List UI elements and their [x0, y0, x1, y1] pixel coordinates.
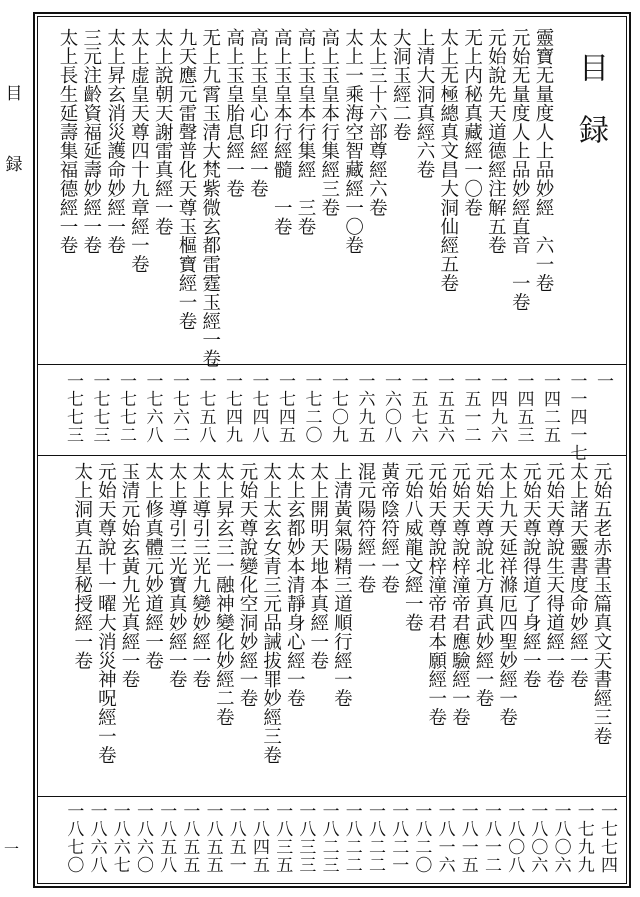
page-title: 目録: [573, 52, 608, 176]
lower-entry-11: 混元陽符經一卷: [355, 462, 376, 595]
upper-page-12: 一七二〇: [301, 372, 322, 444]
upper-page-10: 一六九五: [354, 372, 375, 444]
lower-entry-7: 元始天尊說梓潼帝君應驗經一卷: [449, 462, 471, 727]
lower-page-1: 一七七四: [597, 802, 617, 874]
lower-entry-15: 太上太玄女青三元品誡拔罪妙經三卷: [260, 462, 282, 765]
upper-page-9: 一六〇八: [381, 372, 401, 444]
lower-page-18: 一八五五: [202, 802, 223, 874]
lower-page-11: 一八二二: [365, 802, 385, 874]
upper-entry-7: 大洞玉經二卷: [390, 28, 412, 142]
lower-entry-5: 太上九天延祥滌厄四聖妙經一卷: [496, 462, 518, 727]
lower-entry-14: 太上玄都妙本清靜身心經一卷: [284, 462, 306, 708]
upper-entry-4: 无上内秘真藏經一〇卷: [461, 28, 483, 217]
upper-page-13: 一七四五: [275, 372, 295, 444]
upper-page-7: 一五五六: [434, 372, 454, 444]
upper-entry-6: 上清大洞真經六卷: [414, 28, 435, 180]
upper-page-15: 一七四九: [222, 372, 242, 444]
upper-page-14: 一七四八: [248, 372, 269, 444]
upper-entry-18: 太上虚皇天尊四十九章經一卷: [128, 28, 150, 274]
lower-entry-20: 太上修真體元妙道經一卷: [142, 462, 164, 670]
lower-page-13: 一八二三: [318, 802, 339, 874]
upper-entry-1: 靈寶无量度人上品妙經 六一卷: [533, 28, 554, 293]
upper-entry-13: 高上玉皇心印經一卷: [247, 28, 269, 199]
upper-page-20: 一七七三: [89, 372, 110, 444]
upper-page-6: 一五一二: [460, 372, 481, 444]
lower-page-23: 一八六八: [86, 802, 107, 874]
lower-page-6: 一八一二: [481, 802, 501, 874]
lower-entry-21: 玉清元始玄黃九光真經一卷: [119, 462, 140, 689]
lower-entry-22: 元始天尊說十一曜大消災神呪經一卷: [95, 462, 117, 765]
upper-page-19: 一七七二: [116, 372, 136, 444]
lower-page-24: 一八七〇: [63, 802, 84, 874]
lower-page-8: 一八一六: [434, 802, 455, 874]
lower-page-16: 一八四五: [249, 802, 269, 874]
upper-page-8: 一五七六: [407, 372, 428, 444]
lower-entry-9: 元始八威龍文經一卷: [402, 462, 424, 633]
upper-page-2: 一一四一七: [566, 372, 587, 462]
upper-entry-3: 元始說先天道德經注解五卷: [485, 28, 507, 255]
lower-page-2: 一七九九: [573, 802, 594, 874]
upper-page-16: 一七五八: [195, 372, 216, 444]
lower-page-22: 一八六七: [109, 802, 130, 874]
upper-entry-12: 高上玉皇本行經髓 一卷: [271, 28, 293, 236]
lower-page-5: 一八〇八: [504, 802, 525, 874]
upper-entry-14: 高上玉皇胎息經一卷: [223, 28, 245, 199]
upper-page-5: 一四九六: [487, 372, 507, 444]
side-char-1: 目: [5, 84, 23, 104]
upper-page-11: 一七〇九: [328, 372, 348, 444]
upper-page-3: 一四二五: [540, 372, 560, 444]
lower-entry-10: 黃帝陰符經一卷: [378, 462, 400, 595]
lower-entry-19: 太上導引三光寶真妙經一卷: [166, 462, 188, 689]
lower-page-12: 一八二二: [341, 802, 362, 874]
upper-entry-8: 太上三十六部尊經六卷: [366, 28, 388, 217]
page-number: 一: [4, 840, 20, 858]
lower-entry-17: 太上昇玄三一融神變化妙經二卷: [213, 462, 235, 727]
upper-entry-19: 太上昇玄消災護命妙經一卷: [104, 28, 126, 255]
upper-entry-9: 太上一乘海空智藏經一〇卷: [342, 28, 364, 255]
lower-entry-6: 元始天尊說北方真武妙經一卷: [473, 462, 494, 708]
lower-page-3: 一八〇六: [550, 802, 571, 874]
lower-page-7: 一八一五: [457, 802, 478, 874]
lower-page-15: 一八三五: [272, 802, 293, 874]
lower-entry-2: 太上諸天靈書度命妙經一卷: [567, 462, 589, 689]
upper-page-4: 一四五三: [513, 372, 534, 444]
lower-entry-23: 太上洞真五星秘授經一卷: [71, 462, 93, 670]
lower-entry-1: 元始五老赤書玉篇真文天書經三卷: [591, 462, 612, 746]
upper-page-21: 一七七三: [63, 372, 83, 444]
lower-entry-3: 元始天尊說生天得道經一卷: [543, 462, 565, 689]
upper-entry-16: 九天應元雷聲普化天尊玉樞寶經一卷: [176, 28, 197, 331]
lower-page-9: 一八二〇: [411, 802, 432, 874]
upper-entry-20: 三元注齡資福延壽妙經一卷: [80, 28, 102, 255]
lower-page-21: 一八六〇: [133, 802, 153, 874]
lower-page-divider: [37, 796, 627, 797]
upper-entry-2: 元始无量度人上品妙經直音 一卷: [509, 28, 531, 312]
lower-entry-13: 太上開明天地本真經一卷: [307, 462, 329, 670]
lower-entry-4: 元始天尊說得道了身經一卷: [520, 462, 542, 689]
lower-page-19: 一八五五: [179, 802, 200, 874]
upper-entry-10: 高上玉皇本行集經三卷: [318, 28, 340, 217]
upper-page-18: 一七六八: [142, 372, 163, 444]
upper-entry-5: 太上无極總真文昌大洞仙經五卷: [437, 28, 459, 293]
lower-entry-12: 上清黃氣陽精三道順行經一卷: [331, 462, 353, 708]
middle-divider: [37, 455, 627, 456]
lower-entry-8: 元始天尊說梓潼帝君本願經一卷: [425, 462, 447, 727]
side-running-title: [4, 86, 24, 174]
lower-page-17: 一八五一: [225, 802, 246, 874]
lower-entry-16: 元始天尊說變化空洞妙經一卷: [237, 462, 258, 708]
lower-page-20: 一八五八: [156, 802, 177, 874]
upper-entry-17: 太上說朝天謝雷真經一卷: [152, 28, 174, 236]
upper-entry-11: 高上玉皇本行集經 三卷: [295, 28, 316, 236]
upper-page-1: 一: [593, 372, 613, 390]
lower-page-14: 一八三三: [295, 802, 316, 874]
upper-entry-21: 太上長生延壽集福德經一卷: [57, 28, 78, 255]
lower-page-4: 一八〇六: [527, 802, 548, 874]
upper-page-17: 一七六二: [169, 372, 189, 444]
upper-page-divider: [37, 364, 627, 365]
side-char-2: 録: [5, 155, 23, 175]
lower-page-10: 一八二一: [388, 802, 409, 874]
upper-entry-15: 无上九霄玉清大梵紫微玄都雷霆玉經一卷: [199, 28, 221, 369]
lower-entry-18: 太上導引三光九變妙經一卷: [189, 462, 211, 689]
